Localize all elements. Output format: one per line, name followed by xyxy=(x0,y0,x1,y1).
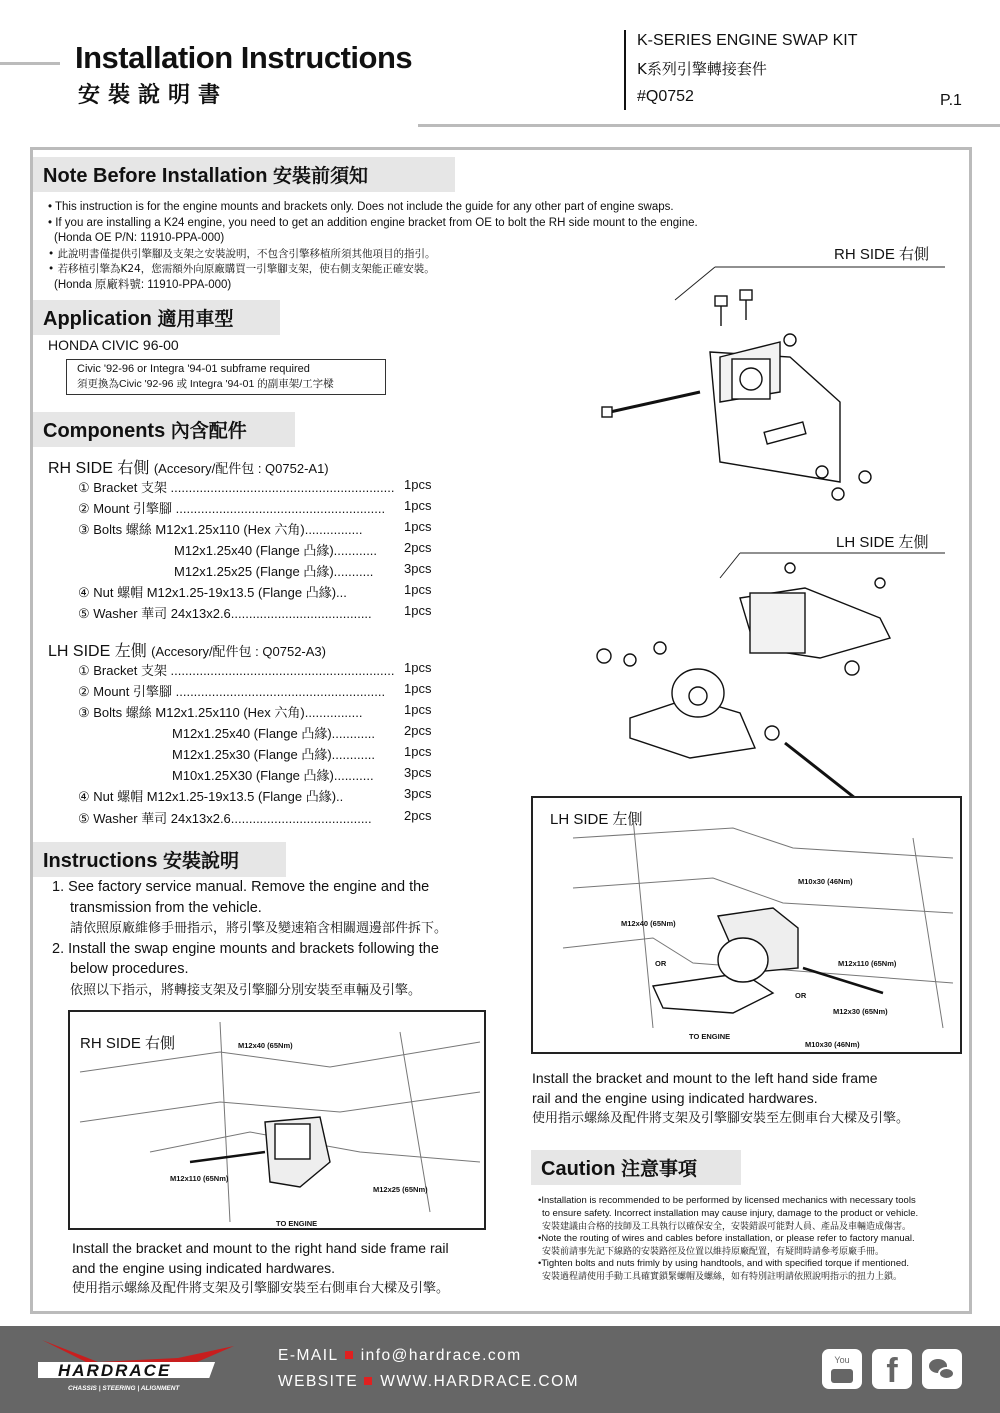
components-heading xyxy=(33,412,295,447)
note-item: • 若移植引擎為K24，您需額外向原廠購買一引擎腳支架，使右側支架能正確安裝。 xyxy=(48,263,435,275)
header-rule-right xyxy=(418,124,1000,127)
component-row xyxy=(172,723,375,742)
rh-accessory-code: (Accesory/配件包 : Q0752-A1) xyxy=(153,461,329,476)
caution-list xyxy=(538,1195,958,1283)
caution-item: 安裝前請事先記下線路的安裝路徑及位置以維持原廠配置，有疑問時請參考原廠手冊。 xyxy=(542,1246,885,1256)
component-qty: 2pcs xyxy=(404,723,432,738)
component-qty: 3pcs xyxy=(404,786,432,801)
hardrace-logo xyxy=(38,1332,238,1394)
component-qty: 1pcs xyxy=(404,660,432,675)
instructions-heading-text: Instructions xyxy=(43,850,158,872)
lh-install-drawing xyxy=(533,798,960,1052)
subframe-note-en: Civic '92-96 or Integra '94-01 subframe required xyxy=(77,363,310,375)
caution-item: to ensure safety. Incorrect installation may cause injury, damage to the product or vehicle. xyxy=(542,1207,919,1219)
step-1-cn: 請依照原廠維修手冊指示，將引擎及變速箱含相關週邊部件拆下。 xyxy=(70,920,448,935)
rh-side-label: RH SIDE 右側 xyxy=(834,246,930,263)
lh-components-title xyxy=(48,638,326,661)
rh-caption-line-b: and the engine using indicated hardwares. xyxy=(72,1260,336,1276)
lh-callout: M12x110 (65Nm) xyxy=(838,959,897,968)
instructions-heading xyxy=(33,842,286,877)
component-qty: 3pcs xyxy=(404,765,432,780)
caution-heading-text: Caution xyxy=(541,1158,616,1180)
part-number: #Q0752 xyxy=(637,88,694,105)
component-qty: 1pcs xyxy=(404,603,432,618)
rh-caption-line-a: Install the bracket and mount to the right hand side frame rail xyxy=(72,1240,449,1256)
step-1-line-a: 1. See factory service manual. Remove the engine and the xyxy=(52,879,430,895)
note-heading-cn: 安裝前須知 xyxy=(273,165,369,187)
component-row xyxy=(78,786,343,805)
rh-install-drawing xyxy=(70,1012,484,1228)
rh-callout: TO ENGINE xyxy=(276,1219,318,1228)
note-item: • 此說明書僅提供引擎腳及支架之安裝說明，不包含引擎移植所須其他項目的指引。 xyxy=(48,247,436,260)
component-name: ③ Bolts 螺絲 M12x1.25x110 (Hex 六角)................ xyxy=(78,522,363,537)
caution-item: •Tighten bolts and nuts frimly by using handtools, and with specified torque if mentioned. xyxy=(538,1257,910,1269)
facebook-icon[interactable] xyxy=(872,1349,912,1389)
subframe-note-cn: 須更換為Civic '92-96 或 Integra '94-01 的副車架/工字樑 xyxy=(77,378,334,390)
component-qty: 3pcs xyxy=(404,561,432,576)
step-2-cn: 依照以下指示，將轉接支架及引擎腳分別安裝至車輛及引擎。 xyxy=(70,981,422,997)
note-item: (Honda 原廠料號: 11910-PPA-000) xyxy=(54,278,232,291)
lh-caption xyxy=(532,1068,909,1128)
component-name: M12x1.25x25 (Flange 凸緣)........... xyxy=(174,564,374,579)
note-item: • If you are installing a K24 engine, you need to get an addition engine bracket from OE to bolt the RH side mount to the engine. xyxy=(48,216,698,229)
component-qty: 1pcs xyxy=(404,582,432,597)
component-row xyxy=(78,498,385,517)
header-rule-left xyxy=(0,62,60,65)
component-qty: 1pcs xyxy=(404,702,432,717)
lh-accessory-code: (Accesory/配件包 : Q0752-A3) xyxy=(151,644,326,659)
component-name: M10x1.25X30 (Flange 凸緣)........... xyxy=(172,768,374,783)
rh-figure-label: RH SIDE 右側 xyxy=(80,1035,176,1052)
lh-callout: OR xyxy=(795,991,807,1000)
component-row xyxy=(78,808,372,827)
component-row xyxy=(78,519,363,538)
youtube-icon[interactable] xyxy=(822,1349,862,1389)
component-qty: 1pcs xyxy=(404,681,432,696)
lh-callout: OR xyxy=(655,959,667,968)
component-name: ① Bracket 支架 .............................................................. xyxy=(78,480,395,495)
email-link[interactable]: info@hardrace.com xyxy=(360,1347,522,1364)
lh-caption-cn: 使用指示螺絲及配件將支架及引擎腳安裝至左側車台大樑及引擎。 xyxy=(532,1110,910,1125)
step-1-line-b: transmission from the vehicle. xyxy=(70,899,262,916)
lh-caption-line-b: rail and the engine using indicated hardwares. xyxy=(532,1090,818,1106)
component-name: ② Mount 引擎腳 .......................................................... xyxy=(78,684,386,699)
rh-components-title xyxy=(48,455,329,478)
red-square-bullet xyxy=(364,1377,372,1385)
rh-callout: M12x40 (65Nm) xyxy=(238,1041,293,1050)
rh-caption-cn: 使用指示螺絲及配件將支架及引擎腳安裝至右側車台大樑及引擎。 xyxy=(72,1280,450,1295)
component-name: ⑤ Washer 華司 24x13x2.6....................................... xyxy=(78,811,372,826)
caution-item: •Note the routing of wires and cables before installation, or please refer to factory manual. xyxy=(538,1232,915,1244)
page-title-cn: 安裝說明書 xyxy=(78,82,229,108)
lh-title-text: LH SIDE 左側 xyxy=(48,643,147,660)
wechat-bubble-small xyxy=(938,1367,955,1380)
application-heading-text: Application xyxy=(43,308,152,330)
component-name: ① Bracket 支架 .............................................................. xyxy=(78,663,395,678)
lh-callout: M10x30 (46Nm) xyxy=(798,877,853,886)
page-title: Installation Instructions xyxy=(75,40,413,75)
rh-title-text: RH SIDE 右側 xyxy=(48,460,150,477)
application-heading xyxy=(33,300,280,335)
kit-name: K-SERIES ENGINE SWAP KIT xyxy=(637,32,858,49)
email-label: E-MAIL xyxy=(278,1347,339,1364)
kit-name-cn: K系列引擎轉接套件 xyxy=(637,60,767,78)
component-name: ④ Nut 螺帽 M12x1.25-19x13.5 (Flange 凸緣).. xyxy=(78,789,344,804)
component-row xyxy=(78,660,395,679)
component-name: M12x1.25x40 (Flange 凸緣)............ xyxy=(172,726,376,741)
lh-figure-label: LH SIDE 左側 xyxy=(550,811,643,828)
note-heading-text: Note Before Installation xyxy=(43,165,268,187)
wechat-icon[interactable] xyxy=(922,1349,962,1389)
rh-callout: M12x25 (65Nm) xyxy=(373,1185,428,1194)
brand-tagline: CHASSIS | STEERING | ALIGNMENT xyxy=(68,1385,180,1392)
component-row xyxy=(78,582,347,601)
vehicle-model: HONDA CIVIC 96-00 xyxy=(48,337,179,353)
note-heading xyxy=(33,157,455,192)
component-qty: 1pcs xyxy=(404,477,432,492)
youtube-you-text: You xyxy=(834,1355,850,1365)
instruction-steps xyxy=(52,877,512,1000)
step-2-line-a: 2. Install the swap engine mounts and brackets following the xyxy=(52,940,439,957)
caution-item: •Installation is recommended to be performed by licensed mechanics with necessary tools xyxy=(538,1195,916,1206)
component-name: ③ Bolts 螺絲 M12x1.25x110 (Hex 六角)................ xyxy=(78,705,363,720)
lh-side-label: LH SIDE 左側 xyxy=(836,534,929,551)
brand-name: HARDRACE xyxy=(58,1361,172,1380)
component-row xyxy=(174,561,373,580)
rh-caption xyxy=(72,1238,449,1298)
component-qty: 2pcs xyxy=(404,540,432,555)
caution-item: 安裝建議由合格的技師及工具執行以確保安全，安裝錯誤可能對人員、產品及車輛造成傷害。 xyxy=(542,1221,912,1231)
red-square-bullet xyxy=(345,1351,353,1359)
caution-heading xyxy=(531,1150,741,1185)
component-name: M12x1.25x30 (Flange 凸緣)............ xyxy=(172,747,376,762)
footer-website xyxy=(278,1373,579,1391)
page-number: P.1 xyxy=(940,92,962,109)
component-row xyxy=(78,603,372,622)
component-qty: 1pcs xyxy=(404,744,432,759)
component-name: ② Mount 引擎腳 .......................................................... xyxy=(78,501,386,516)
footer-email xyxy=(278,1347,522,1365)
note-item: • This instruction is for the engine mounts and brackets only. Does not include the guide for any other part of engine swaps. xyxy=(48,201,674,213)
caution-heading-cn: 注意事項 xyxy=(621,1158,698,1180)
lh-callout: M10x30 (46Nm) xyxy=(805,1040,860,1049)
component-qty: 1pcs xyxy=(404,498,432,513)
component-row xyxy=(78,702,363,721)
component-row xyxy=(174,540,377,559)
website-link[interactable]: WWW.HARDRACE.COM xyxy=(380,1373,580,1390)
note-item: (Honda OE P/N: 11910-PPA-000) xyxy=(54,232,225,244)
component-row xyxy=(78,681,385,700)
rh-callout: M12x110 (65Nm) xyxy=(170,1174,229,1183)
subframe-note-box xyxy=(66,359,386,395)
components-heading-cn: 內含配件 xyxy=(170,420,247,442)
youtube-tube-shape xyxy=(831,1369,853,1383)
component-row xyxy=(172,744,375,763)
header-divider xyxy=(624,30,626,110)
facebook-f-glyph: f xyxy=(886,1352,898,1390)
caution-item: 安裝過程請使用手動工具確實鎖緊螺帽及螺絲，如有特別註明請依照說明指示的扭力上鎖。 xyxy=(542,1271,903,1281)
component-qty: 1pcs xyxy=(404,519,432,534)
rh-install-figure xyxy=(68,1010,486,1230)
instructions-heading-cn: 安裝說明 xyxy=(163,850,240,872)
component-row xyxy=(78,477,395,496)
component-row xyxy=(172,765,374,784)
component-qty: 2pcs xyxy=(404,808,432,823)
rh-exploded-diagram xyxy=(590,262,950,512)
component-name: M12x1.25x40 (Flange 凸緣)............ xyxy=(174,543,378,558)
application-heading-cn: 適用車型 xyxy=(157,308,234,330)
component-name: ④ Nut 螺帽 M12x1.25-19x13.5 (Flange 凸緣)... xyxy=(78,585,347,600)
component-name: ⑤ Washer 華司 24x13x2.6....................................... xyxy=(78,606,372,621)
website-label: WEBSITE xyxy=(278,1373,359,1390)
lh-callout: TO ENGINE xyxy=(689,1032,731,1041)
lh-install-figure xyxy=(531,796,962,1054)
lh-callout: M12x30 (65Nm) xyxy=(833,1007,888,1016)
lh-exploded-diagram xyxy=(590,548,950,798)
lh-caption-line-a: Install the bracket and mount to the left hand side frame xyxy=(532,1070,878,1086)
components-heading-text: Components xyxy=(43,420,166,442)
lh-callout: M12x40 (65Nm) xyxy=(621,919,676,928)
step-2-line-b: below procedures. xyxy=(70,961,189,977)
